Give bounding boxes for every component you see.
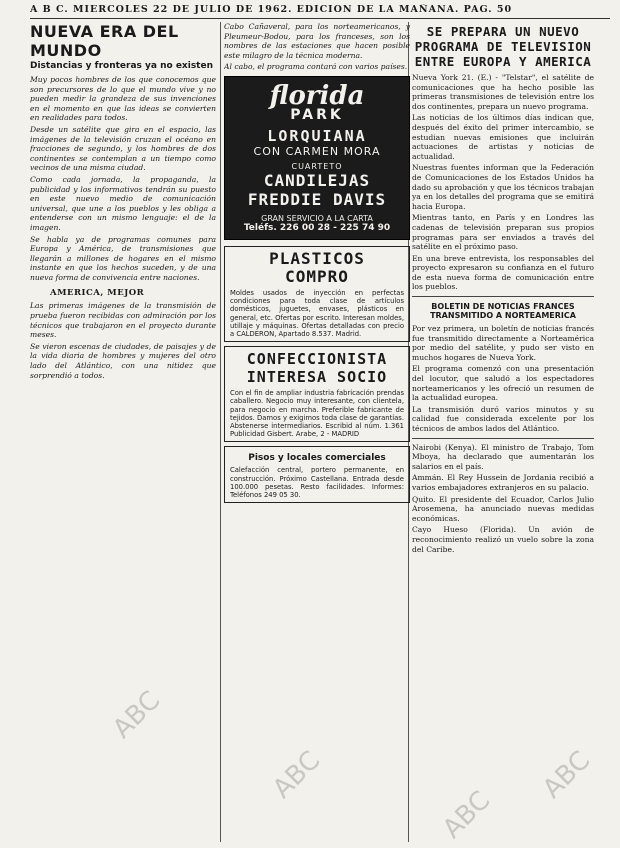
left-paragraph: Se habla ya de programas comunes para Europa y América, de transmisiones que llegarán a millones de hogares en el mismo instante en que los hechos suceden, y de una nueva forma de convivencia entre naciones.	[30, 234, 216, 282]
left-paragraph: Desde un satélite que gira en el espacio, las imágenes de la televisión cruzan el océano en fracciones de segundo, y los hombres de dos continentes se contemplan a un tiempo como vecinos de una misma ciudad.	[30, 124, 216, 173]
florida-with: CON CARMEN MORA	[253, 144, 381, 158]
pisos-ad	[224, 446, 410, 503]
florida-star: LORQUIANA	[267, 126, 367, 145]
confeccionista-ad	[224, 346, 410, 442]
plasticos-title: COMPRO	[285, 266, 349, 286]
left-column	[30, 22, 216, 842]
middle-paragraph: Al cabo, el programa contará con varios países.	[224, 62, 408, 72]
watermark: ABC	[537, 745, 597, 805]
bulletin-paragraph: Por vez primera, un boletín de noticias francés fue transmitido directamente a Norteamérica por medio del satélite, y pudo ser visto en muchos hogares de Nueva York.	[412, 324, 594, 362]
divider	[412, 438, 594, 439]
watermark: ABC	[267, 745, 327, 805]
right-column	[412, 22, 597, 842]
news-brief: Ammán. El Rey Hussein de Jordania recibió a varios embajadores extranjeros en su palacio.	[412, 473, 594, 492]
confeccionista-title: INTERESA SOCIO	[246, 368, 388, 387]
news-brief: Nairobi (Kenya). El ministro de Trabajo, Tom Mboya, ha declarado que aumentarán los salarios en el país.	[412, 442, 594, 471]
right-paragraph: Mientras tanto, en París y en Londres las cadenas de televisión preparan sus propios programas para ser enviados a través del satélite en el próximo paso.	[412, 213, 594, 252]
divider	[412, 296, 594, 297]
news-brief: Quito. El presidente del Ecuador, Carlos Julio Arosemena, ha anunciado nuevas medidas económicas.	[412, 494, 594, 523]
right-paragraph: Nueva York 21. (E.) - "Telstar", el satélite de comunicaciones que ha hecho posible las primeras transmisiones de televisión entre los dos continentes, prepara un nuevo programa.	[412, 73, 594, 111]
news-brief: Cayo Hueso (Florida). Un avión de reconocimiento realizó un vuelo sobre la zona del Caribe.	[412, 525, 594, 554]
bulletin-paragraph: La transmisión duró varios minutos y su calidad fue considerada excelente por los técnicos de ambos lados del Atlántico.	[412, 404, 594, 433]
right-paragraph: Nuestras fuentes informan que la Federación de Comunicaciones de los Estados Unidos ha dado su aprobación y que los técnicos trabajan ya en los detalles del programa que se emitirá hacia Europa.	[412, 163, 594, 211]
pisos-title: Pisos y locales comerciales	[248, 453, 386, 464]
page-masthead: A B C. MIERCOLES 22 DE JULIO DE 1962. EDICION DE LA MAÑANA. PAG. 50	[30, 4, 610, 19]
confeccionista-title: CONFECCIONISTA	[246, 350, 388, 369]
left-section-title: AMERICA, MEJOR	[50, 288, 145, 299]
right-headline: SE PREPARA UN NUEVO PROGRAMA DE TELEVISION ENTRE EUROPA Y AMERICA	[414, 24, 592, 69]
left-paragraph: Como cada jornada, la propaganda, la publicidad y los informativos tendrán su puesto en este nuevo medio de comunicación universal, que une a los pueblos y les obliga a entenderse con un mismo lenguaje: el de la imagen.	[30, 174, 216, 232]
right-paragraph: Las noticias de los últimos días indican que, después del éxito del primer intercambio, se estudian nuevas emisiones que incluirán actuaciones de artistas y noticias de actualidad.	[412, 113, 594, 161]
middle-column	[224, 22, 410, 842]
pisos-body: Calefacción central, portero permanente, en construcción. Próximo Castellana. Entrada desde 100.000 pesetas. Resto facilidades. Informes: Teléfonos 249 05 30.	[230, 466, 404, 500]
left-section-paragraph: Las primeras imágenes de la transmisión de prueba fueron recibidas con admiración por los técnicos que trabajaron en el proyecto durante meses.	[30, 301, 216, 340]
plasticos-body: Moldes usados de inyección en perfectas condiciones para toda clase de artículos domésticos, juguetes, envases, plásticos en general, etc. Ofertas por escrito. Interesan moldes, utillaje y máquinas. Ofertas detalladas con precio a CALDERON, Apartado 8.537. Madrid.	[230, 288, 404, 338]
plasticos-ad	[224, 246, 410, 342]
plasticos-title: PLASTICOS	[269, 248, 365, 268]
left-section-paragraph: Se vieron escenas de ciudades, de paisajes y de la vida diaria de hombres y mujeres del otro lado del Atlántico, con una nitidez que sorprendió a todos.	[30, 341, 216, 380]
florida-logo-sub: PARK	[290, 106, 344, 123]
left-headline: NUEVA ERA DEL MUNDO	[30, 22, 179, 60]
bulletin-title: BOLETIN DE NOTICIAS FRANCES TRANSMITIDO A NORTEAMERICA	[430, 302, 576, 321]
confeccionista-body: Con el fin de ampliar industria fabricación prendas caballero. Negocio muy interesante, con clientela, para negocio en marcha. Preferible fabricante de tejidos. Damos y exigimos toda clase de garantías. Abstenerse intermediarios. Escribid al núm. 1.361 Publicidad Gisbert. Arabe, 2 - MADRID	[230, 389, 404, 439]
right-paragraph: En una breve entrevista, los responsables del proyecto expresaron su confianza en el futuro de esta nueva forma de comunicación entre los pueblos.	[412, 253, 594, 292]
middle-paragraph: Cabo Cañaveral, para los norteamericanos, y Pleumeur-Bodou, para los franceses, son los nombres de las estaciones que hacen posible este milagro de la técnica moderna.	[224, 22, 410, 60]
florida-service: GRAN SERVICIO A LA CARTA	[261, 213, 373, 223]
left-paragraph: Muy pocos hombres de los que conocemos que son precursores de lo que el mundo vive y no pueden medir la grandeza de sus invenciones en el momento en que las ideas se convierten en realidades para todos.	[30, 75, 216, 123]
left-subheadline: Distancias y fronteras ya no existen	[30, 61, 213, 71]
bulletin-paragraph: El programa comenzó con una presentación del locutor, que saludó a los espectadores norteamericanos y les ofreció un resumen de la actualidad europea.	[412, 364, 594, 403]
column-rule	[220, 22, 221, 842]
florida-act: CANDILEJAS	[263, 170, 371, 190]
florida-quartet-label: CUARTETO	[291, 161, 343, 171]
florida-park-ad	[224, 76, 410, 240]
florida-phones: Teléfs. 226 00 28 - 225 74 90	[243, 222, 391, 233]
watermark: ABC	[437, 785, 497, 845]
florida-logo: florida	[269, 80, 365, 111]
watermark: ABC	[107, 685, 167, 745]
florida-act: FREDDIE DAVIS	[247, 189, 387, 209]
